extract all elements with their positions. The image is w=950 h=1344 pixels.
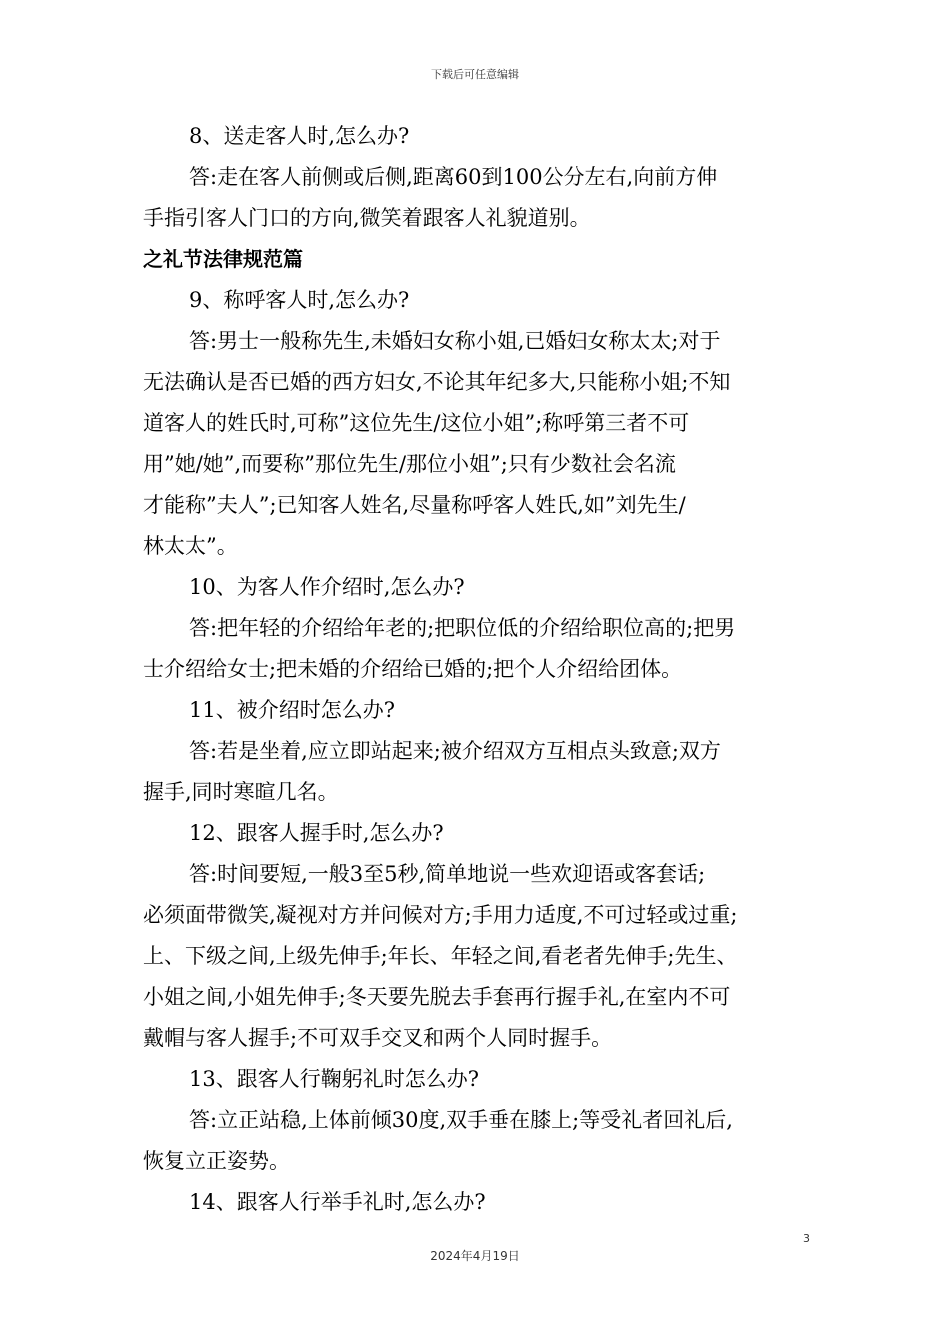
- text-line: 答:立正站稳,上体前倾30度,双手垂在膝上;等受礼者回礼后,: [189, 1108, 733, 1132]
- text-line: 答:若是坐着,应立即站起来;被介绍双方互相点头致意;双方: [189, 739, 721, 763]
- text-line: 无法确认是否已婚的西方妇女,不论其年纪多大,只能称小姐;不知: [143, 370, 731, 394]
- text-line: 9、称呼客人时,怎么办?: [189, 288, 410, 312]
- text-line: 答:时间要短,一般3至5秒,简单地说一些欢迎语或客套话;: [189, 862, 706, 886]
- text-line: 手指引客人门口的方向,微笑着跟客人礼貌道别。: [143, 206, 591, 230]
- page-header: 下载后可任意编辑: [431, 68, 519, 81]
- text-line: 戴帽与客人握手;不可双手交叉和两个人同时握手。: [143, 1026, 613, 1050]
- text-line: 士介绍给女士;把未婚的介绍给已婚的;把个人介绍给团体。: [143, 657, 683, 681]
- text-line: 答:把年轻的介绍给年老的;把职位低的介绍给职位高的;把男: [189, 616, 736, 640]
- text-line: 必须面带微笑,凝视对方并问候对方;手用力适度,不可过轻或过重;: [143, 903, 738, 927]
- text-line: 11、被介绍时怎么办?: [189, 698, 395, 722]
- page-footer-date: 2024年4月19日: [430, 1249, 520, 1263]
- text-line: 林太太”。: [143, 534, 238, 558]
- text-line: 上、下级之间,上级先伸手;年长、年轻之间,看老者先伸手;先生、: [143, 944, 738, 968]
- document-body: [143, 116, 813, 1223]
- text-line: 10、为客人作介绍时,怎么办?: [189, 575, 465, 599]
- text-line: 答:男士一般称先生,未婚妇女称小姐,已婚妇女称太太;对于: [189, 329, 721, 353]
- text-line: 8、送走客人时,怎么办?: [189, 124, 410, 148]
- text-line: 14、跟客人行举手礼时,怎么办?: [189, 1190, 486, 1214]
- text-line: 12、跟客人握手时,怎么办?: [189, 821, 444, 845]
- page-number: 3: [803, 1232, 810, 1245]
- text-line: 才能称”夫人”;已知客人姓名,尽量称呼客人姓氏,如”刘先生/: [143, 493, 686, 517]
- text-line: 用”她/她”,而要称”那位先生/那位小姐”;只有少数社会名流: [143, 452, 676, 476]
- text-line: 恢复立正姿势。: [143, 1149, 290, 1173]
- section-heading: 之礼节法律规范篇: [143, 247, 303, 271]
- text-line: 13、跟客人行鞠躬礼时怎么办?: [189, 1067, 479, 1091]
- text-line: 道客人的姓氏时,可称”这位先生/这位小姐”;称呼第三者不可: [143, 411, 690, 435]
- text-line: 答:走在客人前侧或后侧,距离60到100公分左右,向前方伸: [189, 165, 718, 189]
- text-line: 握手,同时寒暄几名。: [143, 780, 339, 804]
- text-line: 小姐之间,小姐先伸手;冬天要先脱去手套再行握手礼,在室内不可: [143, 985, 731, 1009]
